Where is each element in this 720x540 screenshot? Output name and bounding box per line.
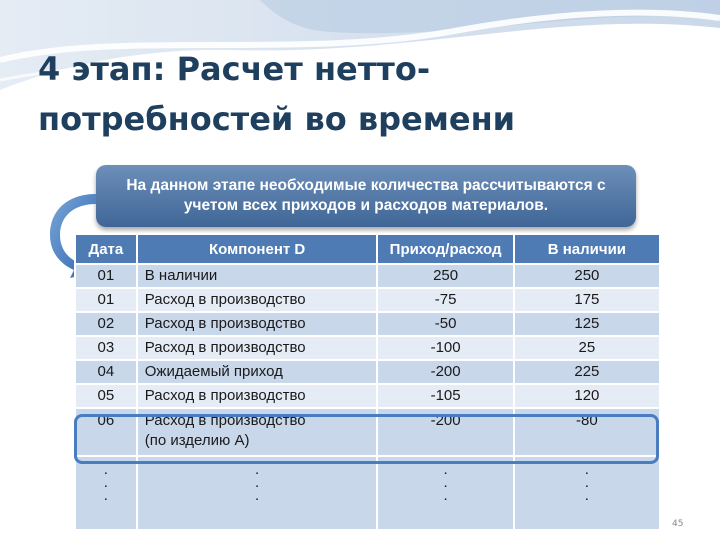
cell-component: В наличии: [137, 264, 378, 288]
cell-stock: 125: [514, 312, 660, 336]
highlight-frame: [74, 414, 659, 464]
cell-flow: -200: [377, 408, 513, 456]
cell-stock: 25: [514, 336, 660, 360]
slide-title-line2: потребностей во времени: [38, 100, 516, 138]
column-header-date: Дата: [75, 234, 137, 264]
info-banner-line2: учетом всех приходов и расходов материалов.: [183, 197, 549, 214]
ellipsis-cell: . . .: [377, 456, 513, 530]
table-row: [75, 312, 660, 336]
cell-date: 03: [75, 336, 137, 360]
table-row: [75, 288, 660, 312]
table-header-row: [75, 234, 660, 264]
cell-date: 01: [75, 288, 137, 312]
netto-requirements-table: [74, 233, 661, 531]
column-header-flow: Приход/расход: [377, 234, 513, 264]
table-row: [75, 384, 660, 408]
page-number: 45: [672, 519, 684, 529]
cell-flow: -75: [377, 288, 513, 312]
cell-component-line1: Расход в производство: [144, 412, 306, 429]
cell-flow: -50: [377, 312, 513, 336]
slide-title: [38, 44, 678, 144]
cell-date: 06: [75, 408, 137, 456]
cell-date: 05: [75, 384, 137, 408]
cell-flow: 250: [377, 264, 513, 288]
ellipsis-cell: . . .: [75, 456, 137, 530]
table-row: [75, 360, 660, 384]
column-header-component: Компонент D: [137, 234, 378, 264]
cell-component: Расход в производство: [137, 336, 378, 360]
slide-title-line1: 4 этап: Расчет нетто-: [38, 50, 431, 88]
cell-flow: -100: [377, 336, 513, 360]
cell-flow: -105: [377, 384, 513, 408]
cell-component: Расход в производство: [137, 312, 378, 336]
cell-component-line2: (по изделию А): [144, 432, 250, 449]
table-row: [75, 336, 660, 360]
cell-stock: 250: [514, 264, 660, 288]
cell-component: Расход в производство: [137, 288, 378, 312]
column-header-stock: В наличии: [514, 234, 660, 264]
ellipsis-cell: . . .: [514, 456, 660, 530]
table-row: [75, 264, 660, 288]
cell-date: 04: [75, 360, 137, 384]
cell-flow: -200: [377, 360, 513, 384]
cell-date: 01: [75, 264, 137, 288]
cell-stock: 120: [514, 384, 660, 408]
cell-stock: 175: [514, 288, 660, 312]
ellipsis-cell: . . .: [137, 456, 378, 530]
cell-component: Ожидаемый приход: [137, 360, 378, 384]
cell-date: 02: [75, 312, 137, 336]
cell-stock: -80: [514, 408, 660, 456]
table-ellipsis-row: [75, 456, 660, 530]
info-banner: [96, 165, 636, 227]
info-banner-line1: На данном этапе необходимые количества рассчитываются с: [126, 177, 606, 194]
cell-stock: 225: [514, 360, 660, 384]
cell-component: Расход в производство: [137, 384, 378, 408]
